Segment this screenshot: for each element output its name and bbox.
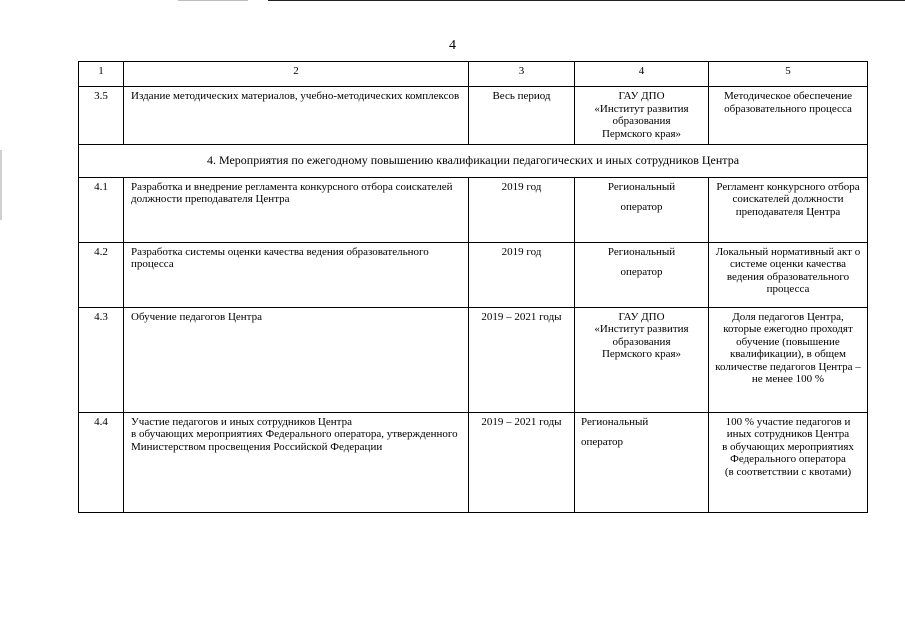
executor-line: Региональный (607, 245, 676, 258)
result-cell: Методическое обеспечение образовательного процесса (709, 87, 868, 145)
activity-cell: Участие педагогов и иных сотрудников Центра в обучающих мероприятиях Федерального оператора, утвержденного Министерством просвещения Российской Федерации (124, 412, 469, 512)
result-cell: Локальный нормативный акт о системе оценки качества ведения образовательного процесса (709, 242, 868, 307)
top-rule-right (268, 0, 905, 1)
result-cell: Регламент конкурсного отбора соискателей должности преподавателя Центра (709, 177, 868, 242)
result-cell: 100 % участие педагогов и иных сотрудников Центра в обучающих мероприятиях Федерального оператора (в соответствии с квотами) (709, 412, 868, 512)
page-number: 4 (449, 38, 456, 53)
table-row (79, 87, 868, 145)
activity-cell: Разработка и внедрение регламента конкурсного отбора соискателей должности преподавателя Центра (124, 177, 469, 242)
table-row (79, 177, 868, 242)
executor-line: оператор (581, 436, 624, 448)
scan-edge-mark (0, 150, 2, 220)
activity-cell: Издание методических материалов, учебно-методических комплексов (124, 87, 469, 145)
column-number: 2 (124, 62, 469, 87)
table-row (79, 242, 868, 307)
period-cell: 2019 год (469, 242, 575, 307)
table-row (79, 412, 868, 512)
executor-line: оператор (620, 266, 663, 278)
plan-table (78, 61, 868, 513)
executor-cell: ГАУ ДПО «Институт развития образования Пермского края» (575, 87, 709, 145)
result-cell: Доля педагогов Центра, которые ежегодно проходят обучение (повышение квалификации), в общем количестве педагогов Центра – не менее 100 % (709, 307, 868, 412)
row-number: 3.5 (79, 87, 124, 145)
row-number: 4.1 (79, 177, 124, 242)
executor-cell (575, 412, 709, 512)
period-cell: 2019 – 2021 годы (469, 412, 575, 512)
column-number: 1 (79, 62, 124, 87)
top-rule-left (178, 0, 248, 1)
column-number: 3 (469, 62, 575, 87)
row-number: 4.4 (79, 412, 124, 512)
executor-cell (575, 177, 709, 242)
section-heading: 4. Мероприятия по ежегодному повышению квалификации педагогических и иных сотрудников Центра (79, 145, 868, 178)
executor-cell: ГАУ ДПО «Институт развития образования Пермского края» (575, 307, 709, 412)
activity-cell: Разработка системы оценки качества ведения образовательного процесса (124, 242, 469, 307)
section-row (79, 145, 868, 178)
column-number: 4 (575, 62, 709, 87)
activity-cell: Обучение педагогов Центра (124, 307, 469, 412)
row-number: 4.3 (79, 307, 124, 412)
column-number-row (79, 62, 868, 87)
column-number: 5 (709, 62, 868, 87)
executor-line: Региональный (607, 180, 676, 193)
row-number: 4.2 (79, 242, 124, 307)
executor-cell (575, 242, 709, 307)
period-cell: Весь период (469, 87, 575, 145)
executor-line: оператор (620, 201, 663, 213)
executor-line: Региональный (581, 415, 649, 428)
table-row (79, 307, 868, 412)
period-cell: 2019 – 2021 годы (469, 307, 575, 412)
period-cell: 2019 год (469, 177, 575, 242)
